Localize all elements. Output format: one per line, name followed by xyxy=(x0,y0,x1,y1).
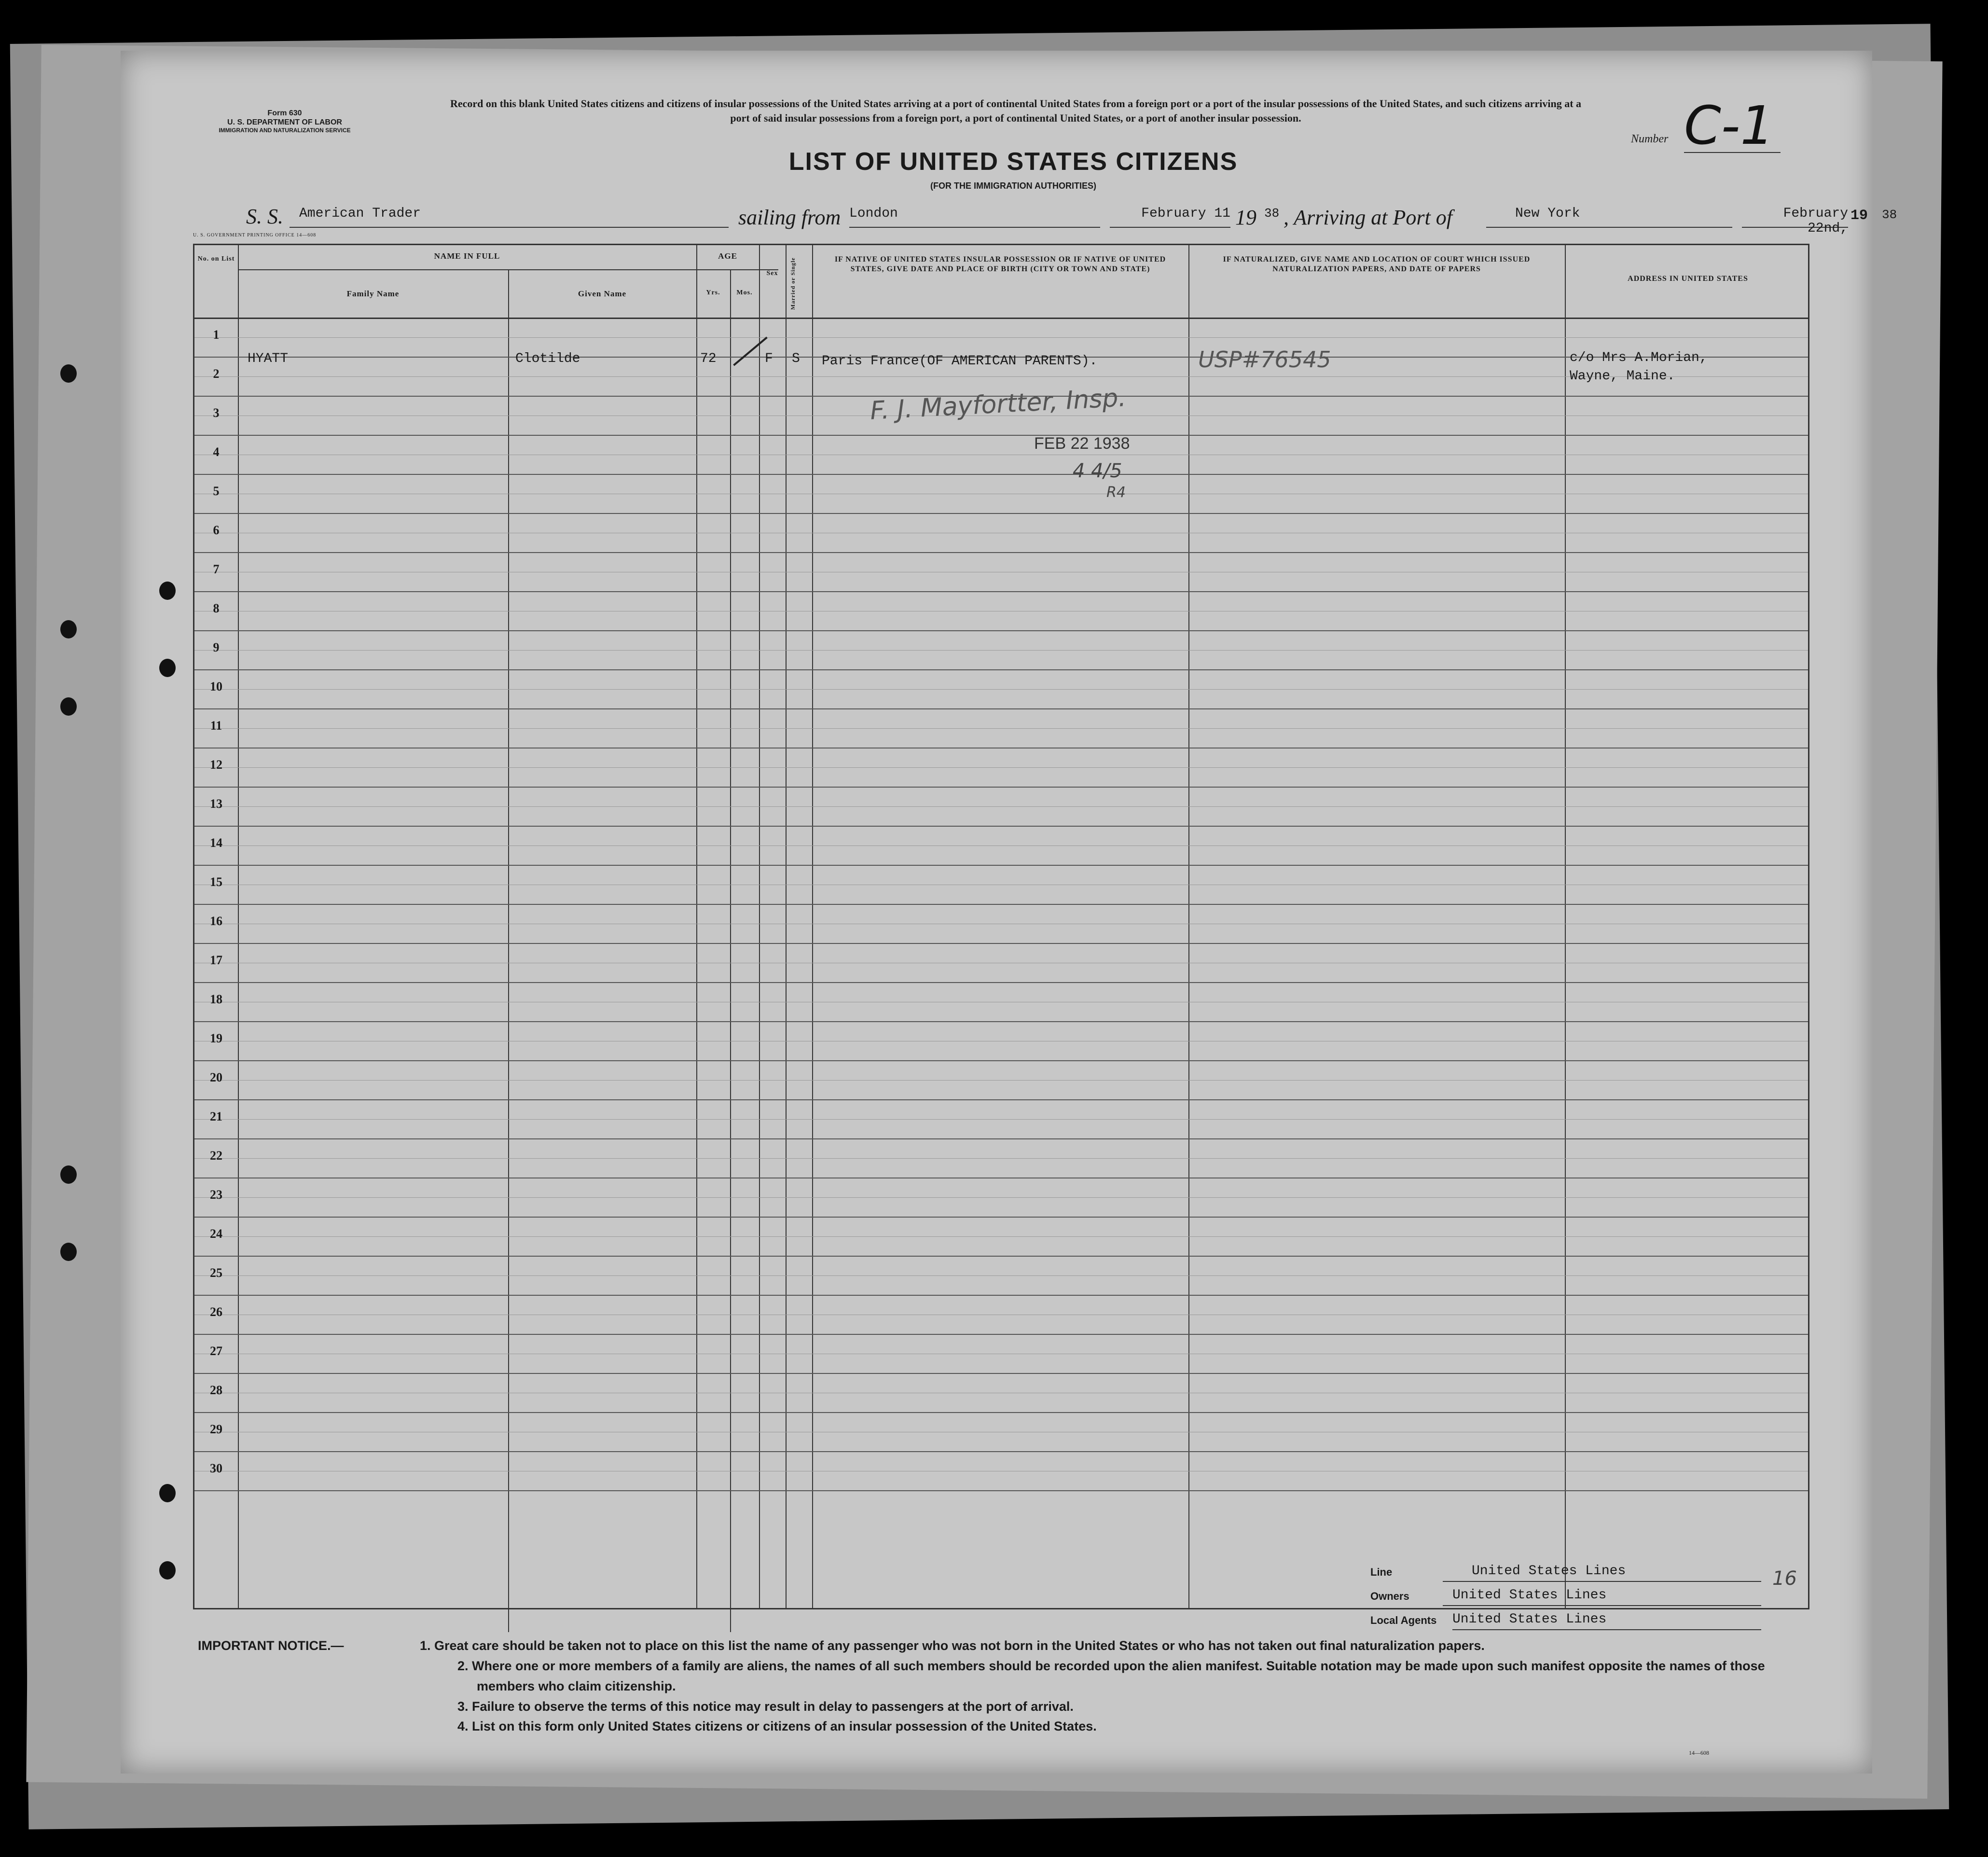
row-line xyxy=(194,435,1808,436)
col-birth: IF NATIVE OF UNITED STATES INSULAR POSSESSION OR IF NATIVE OF UNITED STATES, GIVE DATE AND PLACE OF BIRTH (CITY OR TOWN AND STATE) xyxy=(834,255,1166,273)
col-line xyxy=(696,245,697,1608)
page-number: 16 xyxy=(1772,1567,1797,1590)
departure-year: 38 xyxy=(1264,206,1280,221)
departure-port: London xyxy=(849,206,1100,228)
row-line xyxy=(194,1295,1808,1296)
row-number: 23 xyxy=(210,1188,222,1202)
row-guide-line xyxy=(194,650,1808,651)
row-1-sex: F xyxy=(765,351,773,366)
col-no-on-list: No. on List xyxy=(197,255,235,263)
header-divider xyxy=(194,318,1808,319)
row-line xyxy=(194,552,1808,553)
row-number: 29 xyxy=(210,1422,222,1436)
owners-value: United States Lines xyxy=(1443,1588,1761,1606)
row-line xyxy=(194,1373,1808,1374)
notice-item-4: 4. List on this form only United States citizens or citizens of an insular possession of the United States. xyxy=(457,1719,1097,1734)
form-title: LIST OF UNITED STATES CITIZENS xyxy=(788,148,1238,176)
row-1-address-line-1: c/o Mrs A.Morian, xyxy=(1570,350,1708,365)
col-line xyxy=(812,245,813,1608)
form-subtitle: (FOR THE IMMIGRATION AUTHORITIES) xyxy=(930,181,1096,191)
binder-hole xyxy=(60,620,77,638)
service-name: IMMIGRATION AND NATURALIZATION SERVICE xyxy=(219,127,351,134)
col-naturalized: IF NATURALIZED, GIVE NAME AND LOCATION OF COURT WHICH ISSUED NATURALIZATION PAPERS, AND DATE OF PAPERS xyxy=(1223,255,1531,273)
row-1-family-name: HYATT xyxy=(248,351,289,366)
row-number: 22 xyxy=(210,1149,222,1163)
notice-item-1: 1. Great care should be taken not to place on this list the name of any passenger who was not born in the United States or who has not taken out final naturalization papers. xyxy=(420,1638,1485,1653)
row-1-address-line-2: Wayne, Maine. xyxy=(1570,369,1675,384)
row-line xyxy=(194,943,1808,944)
row-line xyxy=(194,591,1808,592)
row-line xyxy=(194,708,1808,709)
row-number: 12 xyxy=(210,758,222,772)
row-1-birthplace: Paris France(OF AMERICAN PARENTS). xyxy=(822,354,1098,369)
date-stamp: FEB 22 1938 xyxy=(1034,434,1130,453)
row-number: 17 xyxy=(210,953,222,967)
row-number: 10 xyxy=(210,679,222,693)
row-guide-line xyxy=(194,1197,1808,1198)
row-guide-line xyxy=(194,1158,1808,1159)
manifest-table xyxy=(193,244,1809,1609)
binder-hole xyxy=(159,582,176,600)
binder-hole xyxy=(60,697,77,716)
agents-label: Local Agents xyxy=(1370,1614,1437,1626)
binder-hole xyxy=(159,659,176,677)
row-number: 27 xyxy=(210,1344,222,1358)
row-number: 19 xyxy=(210,1031,222,1045)
row-line xyxy=(194,904,1808,905)
manifest-sheet xyxy=(121,51,1897,1774)
department: U. S. DEPARTMENT OF LABOR xyxy=(227,118,342,127)
row-number: 11 xyxy=(210,719,222,733)
row-1-age-years: 72 xyxy=(700,351,717,366)
sailing-from-label: sailing from xyxy=(738,206,841,229)
row-number: 25 xyxy=(210,1266,222,1280)
owners-label: Owners xyxy=(1370,1590,1409,1602)
row-line xyxy=(194,1490,1808,1491)
row-guide-line xyxy=(194,1119,1808,1120)
row-number: 9 xyxy=(213,640,220,654)
pen-slash xyxy=(733,337,768,366)
row-number: 28 xyxy=(210,1383,222,1397)
col-line xyxy=(1188,245,1189,1608)
row-line xyxy=(194,1451,1808,1452)
row-line xyxy=(194,630,1808,631)
binder-hole xyxy=(159,1484,176,1502)
row-line xyxy=(194,1060,1808,1061)
row-guide-line xyxy=(194,1080,1808,1081)
ss-label: S. S. xyxy=(246,205,283,228)
row-number: 16 xyxy=(210,914,222,928)
col-sex: Sex xyxy=(766,270,778,277)
inspector-signature: F. J. Mayfortter, Insp. xyxy=(869,383,1127,426)
form-code: 14—608 xyxy=(1689,1749,1709,1756)
row-line xyxy=(194,787,1808,788)
row-number: 2 xyxy=(213,367,220,381)
binder-hole xyxy=(60,1165,77,1184)
arrival-year: 38 xyxy=(1882,208,1897,222)
list-number: C-1 xyxy=(1684,99,1781,153)
binder-hole xyxy=(60,364,77,383)
row-1-given-name: Clotilde xyxy=(515,351,580,366)
col-family-name: Family Name xyxy=(346,289,400,298)
row-number: 15 xyxy=(210,875,222,889)
row-line xyxy=(194,1099,1808,1100)
row-guide-line xyxy=(194,728,1808,729)
row-line xyxy=(194,826,1808,827)
arriving-label: , Arriving at Port of xyxy=(1284,206,1452,229)
form-number: Form 630 xyxy=(267,109,302,117)
row-line xyxy=(194,1412,1808,1413)
row-1-naturalization: USP#76545 xyxy=(1198,346,1331,373)
row-number: 3 xyxy=(213,406,220,420)
annotation-fraction: 4 4/5 xyxy=(1073,460,1122,482)
row-number: 6 xyxy=(213,523,220,537)
line-label: Line xyxy=(1370,1566,1393,1578)
row-number: 8 xyxy=(213,601,220,615)
row-guide-line xyxy=(194,337,1808,338)
notice-item-2: 2. Where one or more members of a family are aliens, the names of all such members should be recorded upon the alien manifest. Suitable notation may be made upon such manifest opposite the names of those members who claim citizenship. xyxy=(457,1658,1765,1693)
row-guide-line xyxy=(194,1236,1808,1237)
arrival-date: February 22nd, xyxy=(1742,206,1848,228)
row-number: 26 xyxy=(210,1305,222,1319)
row-number: 30 xyxy=(210,1461,222,1475)
number-label: Number xyxy=(1631,133,1669,145)
row-line xyxy=(194,1256,1808,1257)
col-line xyxy=(759,245,760,1608)
arrival-port: New York xyxy=(1486,206,1732,228)
notice-heading: IMPORTANT NOTICE.— xyxy=(198,1638,344,1653)
row-number: 4 xyxy=(213,445,220,459)
row-number: 14 xyxy=(210,836,222,850)
row-line xyxy=(194,669,1808,670)
binder-hole xyxy=(159,1561,176,1580)
row-guide-line xyxy=(194,845,1808,846)
row-line xyxy=(194,474,1808,475)
intro-text: Record on this blank United States citizens and citizens of insular possessions of the United States arriving at a port of continental United States from a foreign port or a port of the insular possessions of the United States, and such citizens arriving at a port of said insular possessions from a foreign port, a port of continental United States, or a port of another insular possession. xyxy=(450,97,1582,124)
line-value: United States Lines xyxy=(1443,1564,1761,1582)
col-married-single: Married or Single xyxy=(789,257,796,310)
notice-item-3: 3. Failure to observe the terms of this notice may result in delay to passengers at the port of arrival. xyxy=(457,1699,1074,1714)
row-number: 7 xyxy=(213,562,220,576)
col-age: AGE xyxy=(718,251,737,261)
binder-hole xyxy=(60,1243,77,1261)
col-line xyxy=(238,245,239,1608)
row-guide-line xyxy=(194,767,1808,768)
row-number: 5 xyxy=(213,484,220,498)
row-guide-line xyxy=(194,1275,1808,1276)
row-number: 13 xyxy=(210,797,222,811)
row-number: 20 xyxy=(210,1070,222,1084)
ship-name: American Trader xyxy=(290,206,729,228)
departure-year-prefix: 19 xyxy=(1235,206,1256,229)
row-guide-line xyxy=(194,689,1808,690)
row-number: 21 xyxy=(210,1109,222,1123)
row-line xyxy=(194,1217,1808,1218)
col-given-name: Given Name xyxy=(578,289,627,298)
col-line xyxy=(786,245,787,1608)
arrival-year-prefix: 19 xyxy=(1850,208,1868,224)
col-name-in-full: NAME IN FULL xyxy=(434,251,500,261)
row-guide-line xyxy=(194,376,1808,377)
col-yrs: Yrs. xyxy=(706,289,720,296)
row-line xyxy=(194,513,1808,514)
row-line xyxy=(194,1138,1808,1139)
col-mos: Mos. xyxy=(736,289,753,296)
row-number: 1 xyxy=(213,328,220,342)
row-line xyxy=(194,865,1808,866)
row-number: 24 xyxy=(210,1227,222,1241)
row-line xyxy=(194,1334,1808,1335)
important-notice xyxy=(198,1636,1771,1737)
row-number: 18 xyxy=(210,992,222,1006)
row-line xyxy=(194,982,1808,983)
col-address: ADDRESS IN UNITED STATES xyxy=(1628,275,1748,283)
form-id-block xyxy=(193,109,376,134)
agents-value: United States Lines xyxy=(1452,1612,1761,1630)
departure-date: February 11 xyxy=(1110,206,1230,228)
row-line xyxy=(194,1021,1808,1022)
annotation-code: R4 xyxy=(1106,484,1126,501)
col-line xyxy=(1565,245,1566,1608)
printing-office: U. S. GOVERNMENT PRINTING OFFICE 14—608 xyxy=(193,233,317,238)
row-1-married-single: S xyxy=(792,351,800,366)
row-guide-line xyxy=(194,806,1808,807)
